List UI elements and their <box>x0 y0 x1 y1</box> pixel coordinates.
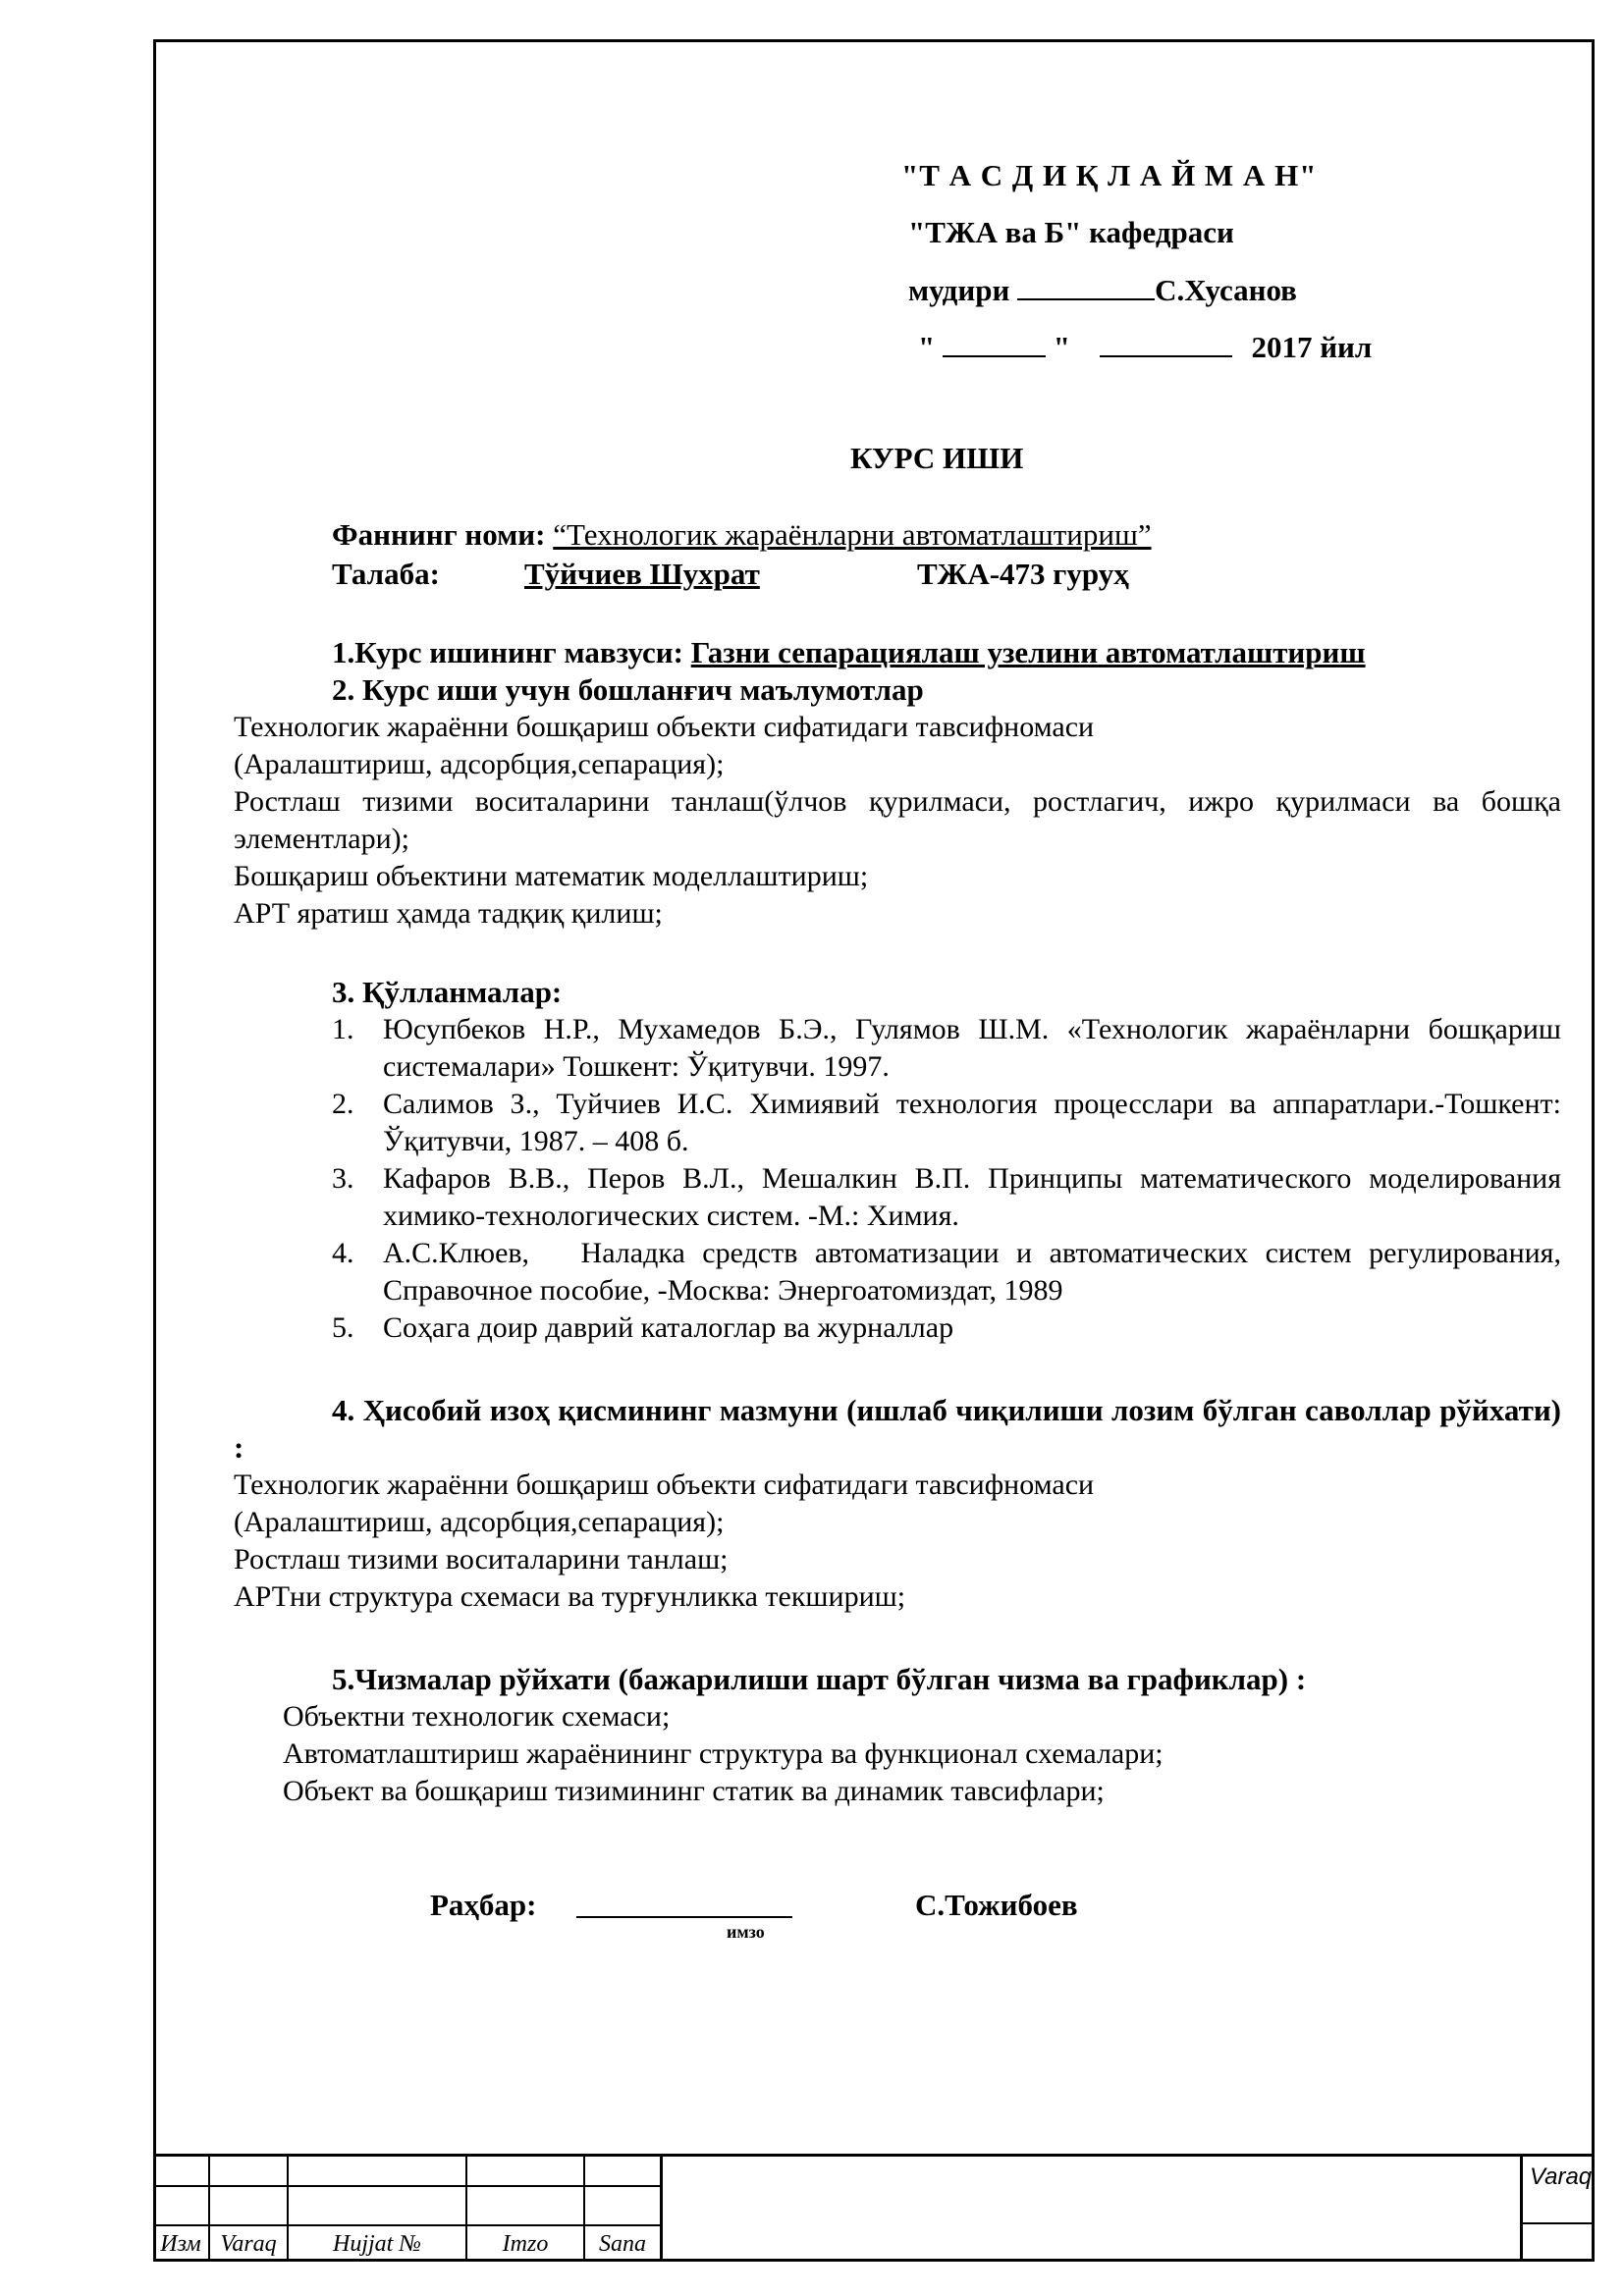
section1-value: Газни сепарациялаш узелини автоматлаштириш <box>690 635 1366 669</box>
date-quote-close: " <box>1053 330 1070 364</box>
section2-heading: 2. Курс иши учун бошланғич маълумотлар <box>332 672 924 707</box>
supervisor-signature-line <box>576 1916 792 1918</box>
section5-line: Автоматлаштириш жараёнининг структура ва функционал схемалари; <box>283 1737 1164 1770</box>
stamp-varaq-box: Varaq <box>1530 2163 1593 2190</box>
approval-date-line <box>918 328 1372 366</box>
section5-body <box>283 1698 1559 1810</box>
section4-line: Технологик жараённи бошқариш объекти сифатидаги тавсифномаси <box>234 1468 1095 1501</box>
title-block-stamp <box>153 2154 1595 2262</box>
student-group: ТЖА-473 гуруҳ <box>917 557 1129 591</box>
section2-line: (Аралаштириш, адсорбция,сепарация); <box>234 748 725 780</box>
section4-body <box>234 1467 1561 1616</box>
stamp-imzo: Imzo <box>502 2231 549 2257</box>
document-title: КУРС ИШИ <box>850 441 1024 475</box>
subject-value: “Технологик жараёнларни автоматлаштириш” <box>553 517 1152 552</box>
reference-item: 4. А.С.Клюев, Наладка средств автоматизации и автоматических систем регулирования, Справочное пособие, -Москва: Энергоатомиздат, 1989 <box>332 1237 1569 1307</box>
reference-item: 2. Салимов З., Туйчиев И.С. Химиявий технология процесслари ва аппаратлари.-Тошкент: Ўқитувчи, 1987. – 408 б. <box>332 1088 1561 1157</box>
section5-line: Объект ва бошқариш тизимининг статик ва динамик тавсифлари; <box>283 1775 1105 1807</box>
approval-head-line <box>908 271 1297 309</box>
section5-line: Объектни технологик схемаси; <box>283 1700 671 1733</box>
section2-line: Технологик жараённи бошқариш объекти сифатидаги тавсифномаси <box>234 711 1095 743</box>
section4-heading: 4. Ҳисобий изоҳ қисмининг мазмуни (ишлаб чиқилиши лозим бўлган саволлар рўйхати) : <box>234 1393 1561 1465</box>
section1-label: 1.Курс ишининг мавзуси: <box>332 635 683 669</box>
reference-item: 1. Юсупбеков Н.Р., Мухамедов Б.Э., Гулямов Ш.М. «Технологик жараёнларни бошқариш системалари» Тошкент: Ўқитувчи. 1997. <box>332 1013 1561 1083</box>
approval-department: "ТЖА ва Б" кафедраси <box>908 215 1234 249</box>
section2-line: Ростлаш тизими воситаларини танлаш(ўлчов қурилмаси, ростлагич, ижро қурилмаси ва бошқа элементлари); <box>234 785 1561 855</box>
reference-item: 3. Кафаров В.В., Перов В.Л., Мешалкин В.П. Принципы математического моделирования химико-технологических систем. -М.: Химия. <box>332 1162 1561 1232</box>
section4-line: (Аралаштириш, адсорбция,сепарация); <box>234 1506 725 1538</box>
signature-caption: имзо <box>727 1922 765 1942</box>
section2-line: АРТ яратиш ҳамда тадқиқ қилиш; <box>234 897 663 930</box>
subject-label: Фаннинг номи: <box>332 517 546 552</box>
approval-head-name: С.Хусанов <box>1155 273 1297 307</box>
section1-line <box>332 634 1366 671</box>
references-list <box>332 1011 1569 1347</box>
signature-blank <box>1017 271 1155 300</box>
stamp-izm: Изм <box>160 2231 201 2257</box>
date-quote-open: " <box>918 330 936 364</box>
approval-head-prefix: мудири <box>908 273 1010 307</box>
section2-body <box>234 709 1561 933</box>
section3-heading: 3. Қўлланмалар: <box>332 975 563 1009</box>
stamp-sana: Sana <box>599 2231 646 2257</box>
day-blank <box>943 328 1046 357</box>
month-blank <box>1100 328 1232 357</box>
student-name: Тўйчиев Шухрат <box>524 557 760 591</box>
student-label: Талаба: <box>332 557 440 591</box>
stamp-hujjat: Hujjat № <box>333 2231 421 2257</box>
section5-heading: 5.Чизмалар рўйхати (бажарилиши шарт бўлган чизма ва графиклар) : <box>332 1662 1307 1696</box>
supervisor-label: Раҳбар: <box>430 1888 537 1922</box>
stamp-varaq: Varaq <box>220 2231 277 2257</box>
subject-line <box>332 516 1152 554</box>
reference-item: 5. Соҳага доир даврий каталоглар ва журналлар <box>332 1311 954 1344</box>
section4-line: Ростлаш тизими воситаларини танлаш; <box>234 1543 729 1575</box>
section4-line: АРТни структура схемаси ва турғунликка текшириш; <box>234 1580 906 1613</box>
section2-line: Бошқариш объектини математик моделлаштириш; <box>234 860 869 892</box>
approval-year: 2017 йил <box>1251 330 1373 364</box>
approval-title: "Т А С Д И Қ Л А Й М А Н" <box>901 158 1318 192</box>
supervisor-name: С.Тожибоев <box>915 1888 1078 1922</box>
